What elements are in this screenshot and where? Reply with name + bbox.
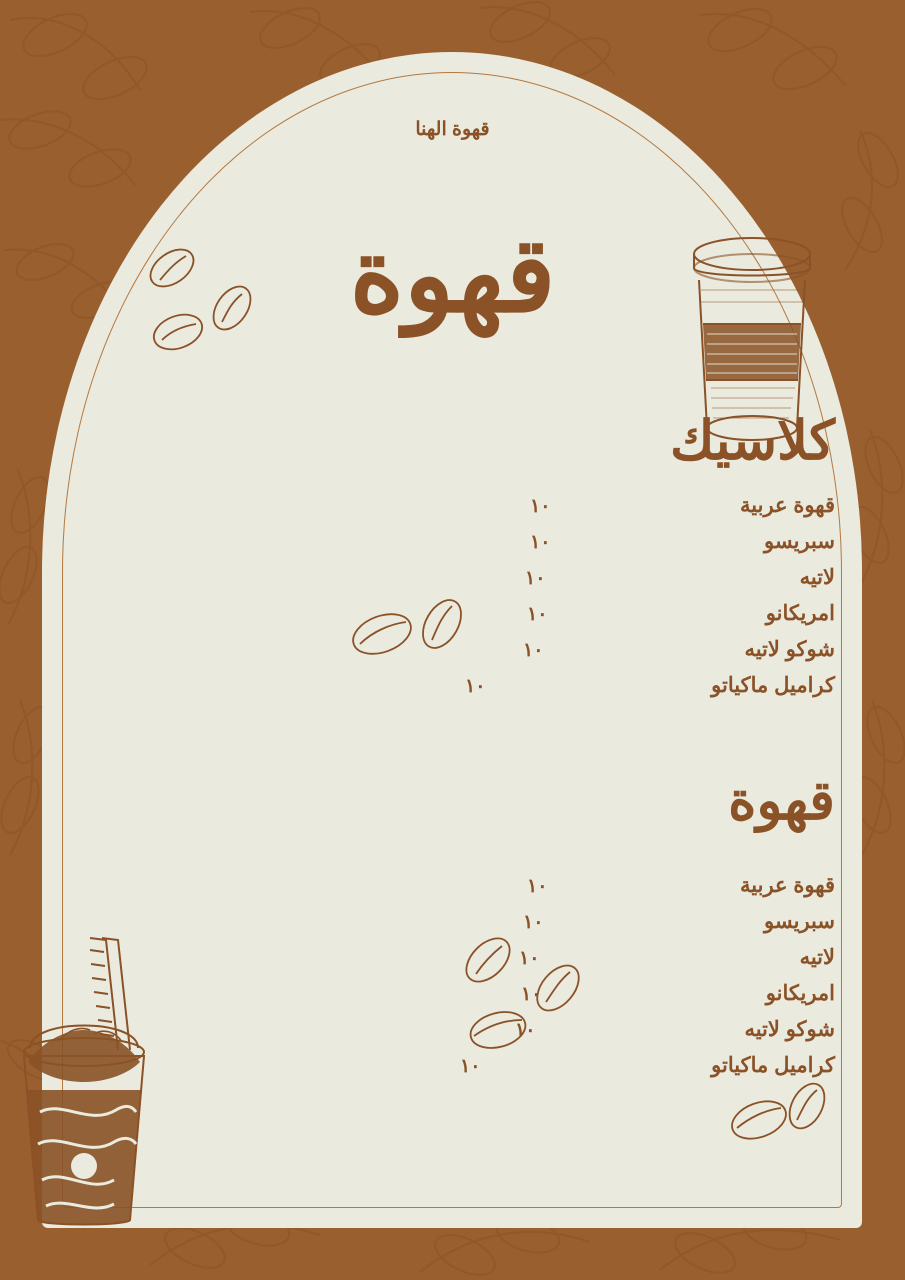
menu-item-name: لاتيه	[799, 946, 835, 970]
menu-item-name: سبريسو	[764, 530, 835, 554]
menu-item-price: ١٠	[527, 604, 548, 626]
menu-section-classic	[115, 412, 835, 709]
menu-item-name: قهوة عربية	[740, 874, 835, 898]
menu-item	[115, 493, 835, 529]
menu-item-name: امريكانو	[765, 982, 835, 1006]
menu-item	[115, 909, 835, 945]
menu-item-price: ١٠	[530, 496, 551, 518]
menu-item	[115, 529, 835, 565]
menu-item	[115, 981, 835, 1017]
menu-item	[115, 873, 835, 909]
menu-item	[115, 601, 835, 637]
menu-section-coffee	[115, 772, 835, 1089]
menu-item-name: سبريسو	[764, 910, 835, 934]
menu-item-price: ١٠	[523, 640, 544, 662]
section-title: قهوة	[728, 771, 835, 831]
menu-items-list	[115, 873, 835, 1089]
menu-item-name: شوكو لاتيه	[744, 638, 835, 662]
menu-item-price: ١٠	[521, 984, 542, 1006]
menu-item-price: ١٠	[523, 912, 544, 934]
menu-item	[115, 1017, 835, 1053]
menu-item-price: ١٠	[525, 568, 546, 590]
menu-item-price: ١٠	[519, 948, 540, 970]
menu-item-name: كراميل ماكياتو	[711, 674, 835, 698]
menu-item-price: ١٠	[515, 1020, 536, 1042]
menu-item-name: لاتيه	[799, 566, 835, 590]
brand-name: قهوة الهنا	[415, 119, 490, 140]
menu-item-price: ١٠	[465, 676, 486, 698]
menu-item-name: كراميل ماكياتو	[711, 1054, 835, 1078]
page-title: قهوة	[349, 218, 556, 334]
menu-item	[115, 637, 835, 673]
menu-item	[115, 1053, 835, 1089]
menu-item-name: قهوة عربية	[740, 494, 835, 518]
menu-items-list	[115, 493, 835, 709]
menu-item-price: ١٠	[530, 532, 551, 554]
menu-item-name: امريكانو	[765, 602, 835, 626]
menu-item-price: ١٠	[460, 1056, 481, 1078]
menu-item	[115, 945, 835, 981]
section-title: كلاسيك	[670, 411, 835, 471]
menu-item	[115, 673, 835, 709]
menu-item	[115, 565, 835, 601]
menu-item-name: شوكو لاتيه	[744, 1018, 835, 1042]
menu-item-price: ١٠	[527, 876, 548, 898]
